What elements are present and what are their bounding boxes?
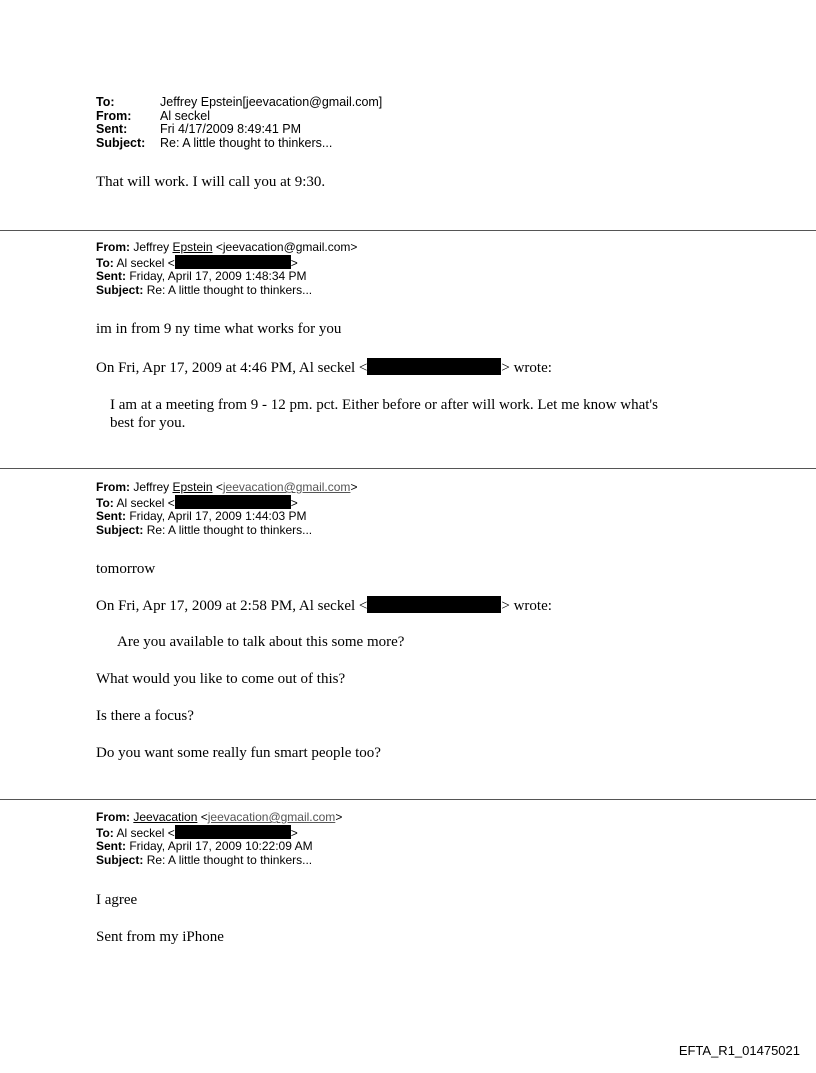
email2-subject-row [96, 284, 357, 298]
email3-sent-value: Friday, April 17, 2009 1:44:03 PM [129, 509, 307, 523]
email2-quote-intro-text: On Fri, Apr 17, 2009 at 4:46 PM, Al seckel < [96, 360, 368, 376]
email2-sent-label: Sent: [96, 269, 126, 283]
email4-subject-label: Subject: [96, 852, 144, 867]
email2-quote-line2: best for you. [110, 415, 186, 431]
email3-to-close: > [290, 495, 298, 510]
email3-quote-line1: Are you available to talk about this some more? [117, 634, 405, 650]
email1-from-row [96, 110, 382, 124]
email2-quoted-text [110, 396, 710, 432]
email2-from-name: Jeffrey [133, 240, 173, 254]
email3-from-label: From: [96, 480, 130, 494]
email1-header [96, 96, 382, 150]
email2-from-label: From: [96, 240, 130, 254]
email3-sent-row [96, 510, 357, 524]
email4-from-close: > [335, 810, 343, 824]
email2-to-label: To: [96, 255, 114, 270]
email1-sent-row [96, 123, 382, 137]
email4-header [96, 811, 342, 867]
email1-to-value: Jeffrey Epstein[jeevacation@gmail.com] [160, 95, 383, 109]
email4-sent-row [96, 840, 342, 854]
email3-from-link[interactable]: jeevacation@gmail.com [222, 480, 351, 494]
email3-quote-intro-text: On Fri, Apr 17, 2009 at 2:58 PM, Al seckel < [96, 598, 368, 614]
email4-sent-label: Sent: [96, 839, 126, 853]
email1-body: That will work. I will call you at 9:30. [96, 174, 326, 190]
separator-rule [0, 468, 816, 469]
document-id: EFTA_R1_01475021 [678, 1043, 800, 1058]
email3-from-close: > [350, 480, 358, 494]
email3-from-row [96, 481, 357, 495]
email3-subject-label: Subject: [96, 522, 144, 537]
email2-quote-intro-end: > wrote: [501, 360, 552, 376]
email3-sent-label: Sent: [96, 509, 126, 523]
email2-to-close: > [290, 255, 298, 270]
email3-subject-value: Re: A little thought to thinkers... [146, 522, 313, 537]
email4-signature: Sent from my iPhone [96, 929, 224, 945]
email2-from-row [96, 241, 357, 255]
email4-sent-value: Friday, April 17, 2009 10:22:09 AM [129, 839, 313, 853]
separator-rule [0, 799, 816, 800]
email3-from-name: Jeffrey [133, 480, 173, 494]
email2-subject-label: Subject: [96, 282, 144, 297]
email3-to-row [96, 495, 357, 511]
redaction-box [175, 255, 291, 269]
email2-to-value: Al seckel < [116, 255, 175, 270]
email3-quote-intro-end: > wrote: [501, 598, 552, 614]
email3-line3: Is there a focus? [96, 708, 194, 724]
email4-from-row [96, 811, 342, 825]
email2-subject-value: Re: A little thought to thinkers... [146, 282, 313, 297]
email1-subject-row [96, 137, 382, 151]
email2-quote-line1: I am at a meeting from 9 - 12 pm. pct. Either before or after will work. Let me know what's [110, 397, 658, 413]
email3-header [96, 481, 357, 537]
email2-from-address: <jeevacation@gmail.com> [212, 240, 358, 254]
email4-to-value: Al seckel < [116, 825, 175, 840]
email4-from-name: Jeevacation [133, 810, 198, 824]
email3-line4: Do you want some really fun smart people too? [96, 745, 381, 761]
email3-to-label: To: [96, 495, 114, 510]
email4-to-row [96, 825, 342, 841]
email1-sent-value: Fri 4/17/2009 8:49:41 PM [160, 122, 302, 137]
email4-subject-row [96, 854, 342, 868]
email3-from-surname: Epstein [172, 480, 213, 494]
email3-from-open: < [212, 480, 223, 494]
email3-line2: What would you like to come out of this? [96, 671, 346, 687]
email1-sent-label: Sent: [96, 122, 128, 137]
email4-from-link[interactable]: jeevacation@gmail.com [207, 810, 336, 824]
email1-subject-label: Subject: [96, 135, 146, 150]
redaction-box [175, 495, 291, 509]
email1-to-row [96, 96, 382, 110]
email1-from-value: Al seckel [160, 108, 211, 123]
email2-quote-intro [96, 358, 552, 377]
email2-header [96, 241, 357, 297]
email4-from-open: < [197, 810, 208, 824]
redaction-box [367, 596, 501, 613]
email2-sent-value: Friday, April 17, 2009 1:48:34 PM [129, 269, 307, 283]
redaction-box [367, 358, 501, 375]
email1-subject-value: Re: A little thought to thinkers... [160, 135, 333, 150]
email3-subject-row [96, 524, 357, 538]
email3-quote-intro [96, 596, 552, 615]
email4-from-label: From: [96, 810, 130, 824]
separator-rule [0, 230, 816, 231]
email4-to-close: > [290, 825, 298, 840]
email2-body: im in from 9 ny time what works for you [96, 321, 342, 337]
email2-sent-row [96, 270, 357, 284]
email4-to-label: To: [96, 825, 114, 840]
email3-to-value: Al seckel < [116, 495, 175, 510]
email4-subject-value: Re: A little thought to thinkers... [146, 852, 313, 867]
email2-from-surname: Epstein [172, 240, 213, 254]
email2-to-row [96, 255, 357, 271]
email1-to-label: To: [96, 95, 115, 109]
email4-body: I agree [96, 892, 138, 908]
redaction-box [175, 825, 291, 839]
email1-from-label: From: [96, 108, 132, 123]
email3-body: tomorrow [96, 561, 156, 577]
